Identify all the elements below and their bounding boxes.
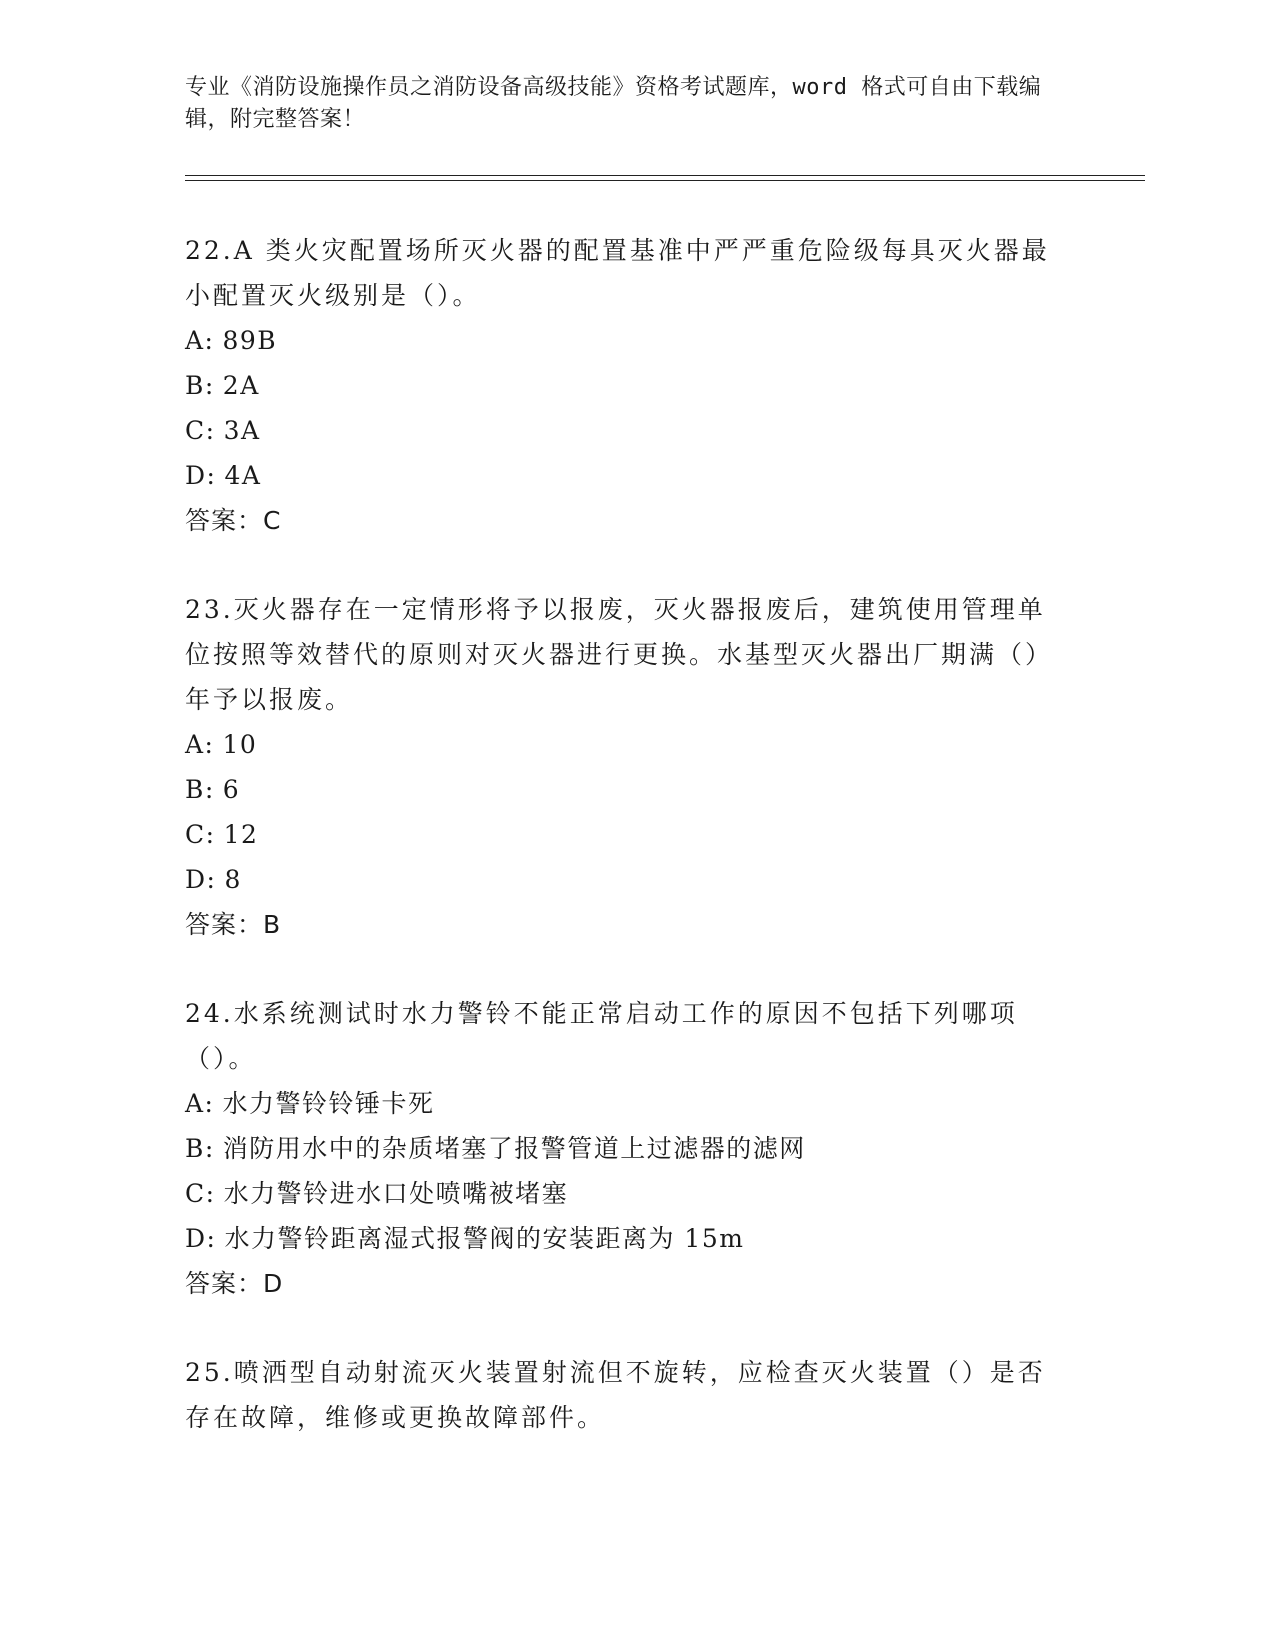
option-key: A: xyxy=(185,730,215,759)
option-key: A: xyxy=(185,1089,215,1118)
option-value: 2A xyxy=(222,371,260,400)
option-key: B: xyxy=(185,1134,215,1163)
option-value: 12 xyxy=(223,820,259,849)
option-key: D: xyxy=(185,1224,217,1253)
header-divider-top xyxy=(185,175,1145,176)
question-22 xyxy=(185,228,1065,543)
option-value: 3A xyxy=(223,416,261,445)
option-b xyxy=(185,767,1065,812)
option-key: B: xyxy=(185,775,215,804)
option-value: 消防用水中的杂质堵塞了报警管道上过滤器的滤网 xyxy=(222,1134,806,1163)
option-c xyxy=(185,408,1065,453)
option-list xyxy=(185,1081,1065,1261)
document-intro: 专业《消防设施操作员之消防设备高级技能》资格考试题库，word 格式可自由下载编辑，附完整答案！ xyxy=(185,75,1042,132)
option-c xyxy=(185,1171,1065,1216)
option-a xyxy=(185,722,1065,767)
question-text: 22.A 类火灾配置场所灭火器的配置基准中严严重危险级每具灭火器最小配置灭火级别是（）。 xyxy=(185,236,1050,310)
option-value: 89B xyxy=(222,326,278,355)
option-key: D: xyxy=(185,865,217,894)
option-value: 水力警铃进水口处喷嘴被堵塞 xyxy=(223,1179,569,1208)
option-d xyxy=(185,857,1065,902)
option-a xyxy=(185,318,1065,363)
option-value: 8 xyxy=(224,865,242,894)
answer-line: 答案：C xyxy=(185,506,282,535)
header-divider-bottom xyxy=(185,180,1145,181)
option-value: 水力警铃铃锤卡死 xyxy=(222,1089,435,1118)
option-c xyxy=(185,812,1065,857)
option-a xyxy=(185,1081,1065,1126)
option-key: C: xyxy=(185,820,216,849)
option-key: D: xyxy=(185,461,217,490)
option-list xyxy=(185,722,1065,902)
option-value: 6 xyxy=(222,775,241,804)
question-24 xyxy=(185,991,1065,1306)
answer-line: 答案：D xyxy=(185,1269,284,1298)
option-b xyxy=(185,363,1065,408)
option-d xyxy=(185,1216,1065,1261)
option-key: C: xyxy=(185,1179,216,1208)
question-25 xyxy=(185,1350,1065,1440)
option-key: C: xyxy=(185,416,216,445)
option-list xyxy=(185,318,1065,498)
question-text: 23.灭火器存在一定情形将予以报废，灭火器报废后，建筑使用管理单位按照等效替代的原则对灭火器进行更换。水基型灭火器出厂期满（）年予以报废。 xyxy=(185,595,1054,714)
option-value: 水力警铃距离湿式报警阀的安装距离为 15m xyxy=(224,1224,745,1253)
option-key: A: xyxy=(185,326,215,355)
option-d xyxy=(185,453,1065,498)
option-b xyxy=(185,1126,1065,1171)
question-23 xyxy=(185,587,1065,947)
question-text: 24.水系统测试时水力警铃不能正常启动工作的原因不包括下列哪项（）。 xyxy=(185,999,1018,1073)
option-value: 10 xyxy=(222,730,258,759)
answer-line: 答案：B xyxy=(185,910,282,939)
option-value: 4A xyxy=(224,461,262,490)
option-key: B: xyxy=(185,371,215,400)
question-list xyxy=(185,228,1065,1484)
question-text: 25.喷洒型自动射流灭火装置射流但不旋转，应检查灭火装置（）是否存在故障，维修或更换故障部件。 xyxy=(185,1358,1046,1432)
